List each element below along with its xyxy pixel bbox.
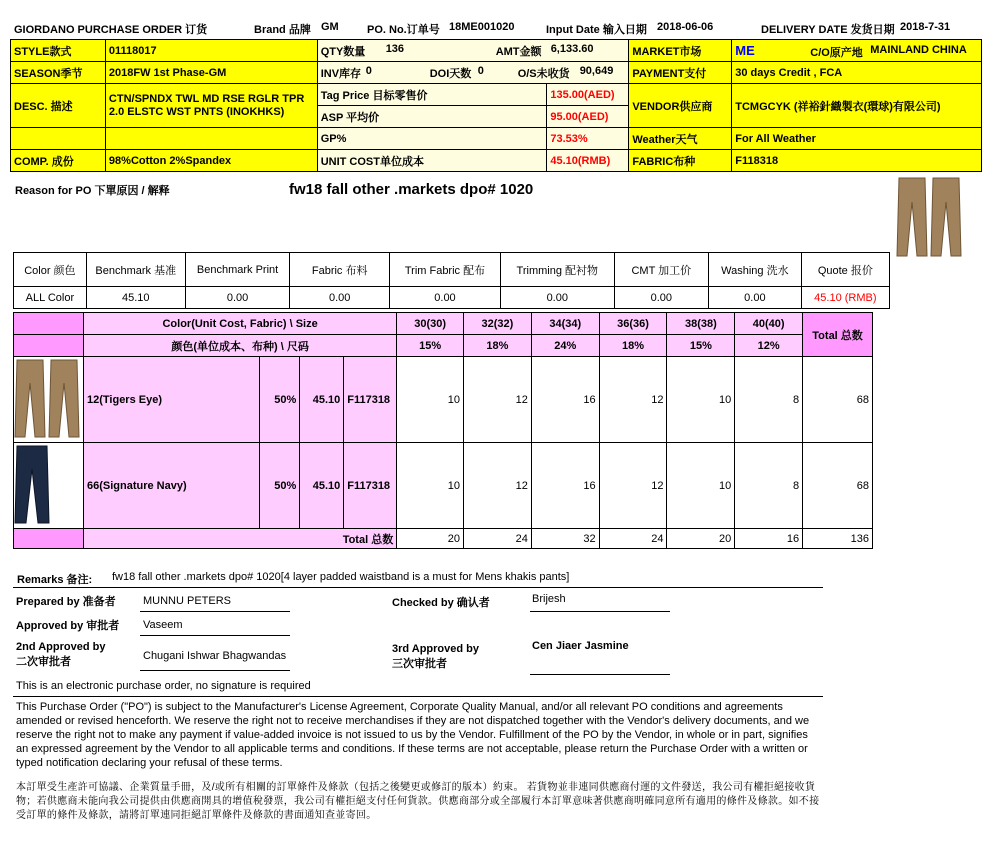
color-swatch-tigers-eye xyxy=(14,357,83,439)
table-row xyxy=(14,357,873,443)
cost-header: Fabric 布料 xyxy=(290,253,390,287)
color-name: 66(Signature Navy) xyxy=(84,443,260,529)
size-ratio: 18% xyxy=(599,335,667,357)
color-name: 12(Tigers Eye) xyxy=(84,357,260,443)
footer-total-label: Total 总数 xyxy=(84,529,397,549)
unit-cost: 45.10(RMB) xyxy=(547,150,629,172)
size-ratio: 15% xyxy=(397,335,464,357)
cost-header: CMT 加工价 xyxy=(614,253,708,287)
comp-label: COMP. 成份 xyxy=(11,150,106,172)
size-header-en: Color(Unit Cost, Fabric) \ Size xyxy=(84,313,397,335)
brand-value: GM xyxy=(321,21,339,33)
tag-price: 135.00(AED) xyxy=(547,84,629,106)
style-value: 01118017 xyxy=(105,40,317,62)
terms-chinese: 本訂單受生產許可協議、企業質量手冊，及/或所有相關的訂單條件及條款（包括之後變更或修訂的版本）約束。 若貨物並非連同供應商付運的文件發送，我公司有權拒絕接收貨物；若供應商未能向我公司提供由供應商開具的增值稅發票，我公司有權拒絕支付任何貨款。供應商部分或全部履行本訂單意味著供應商明確同意所有適用的條件及條款。如不接受訂單的條件及條款，請將訂單連同拒絕訂單條件及條款的書面通知查並寄回。 xyxy=(16,782,820,821)
signature-line xyxy=(140,635,290,636)
qty-cell: 16 xyxy=(531,357,599,443)
cost-header: Benchmark 基准 xyxy=(86,253,185,287)
info-grid xyxy=(10,39,982,172)
approved-value: Vaseem xyxy=(143,619,183,631)
qty-cell: 8 xyxy=(735,357,803,443)
table-row xyxy=(14,529,873,549)
amt-label: AMT金额 xyxy=(495,45,542,58)
signature-line xyxy=(530,611,670,612)
divider xyxy=(13,587,823,588)
qty-cell: 16 xyxy=(531,443,599,529)
color-fabric: F117318 xyxy=(344,357,397,443)
qty-cell: 10 xyxy=(397,443,464,529)
origin-label: C/O原产地 xyxy=(810,47,863,59)
weather-value: For All Weather xyxy=(732,128,982,150)
electronic-note: This is an electronic purchase order, no signature is required xyxy=(16,680,311,692)
market-label: MARKET市场 xyxy=(629,40,732,62)
size-label: 32(32) xyxy=(464,313,532,335)
gp-label: GP% xyxy=(317,128,547,150)
amt-value: 6,133.60 xyxy=(550,42,594,55)
color-pct: 50% xyxy=(260,443,300,529)
divider xyxy=(13,696,823,697)
approved-label: Approved by 审批者 xyxy=(16,620,120,632)
size-ratio: 24% xyxy=(531,335,599,357)
color-cost: 45.10 xyxy=(300,443,344,529)
prepared-value: MUNNU PETERS xyxy=(143,595,232,607)
delivery-date: 2018-7-31 xyxy=(900,21,951,33)
input-date: 2018-06-06 xyxy=(657,21,714,33)
doi-label: DOI天数 xyxy=(429,67,472,80)
color-pct: 50% xyxy=(260,357,300,443)
size-label: 36(36) xyxy=(599,313,667,335)
row-total: 68 xyxy=(803,357,873,443)
cost-header: Trim Fabric 配布 xyxy=(389,253,500,287)
signature-line xyxy=(140,670,290,671)
checked-value: Brijesh xyxy=(532,593,566,605)
qty-value: 136 xyxy=(385,42,405,55)
vendor-value: TCMGCYK (祥裕針織製衣(環球)有限公司) xyxy=(732,84,982,128)
size-label: 34(34) xyxy=(531,313,599,335)
terms-english: This Purchase Order ("PO") is subject to the Manufacturer's License Agreement, Corporate Quality Manual, and/or all relevant PO conditions and agreements amended or revised henceforth. We reserve the right not to receive merchandises if they are not dispatched together with the Vendor's delivery documents, and we reserve the right not to make any payment if value-added invoice is not issued to us by the Vendor. Fulfillment of the PO by the Vendor, in whole or in part, signifies an expressed agreement by the Vendor to all applicable terms and conditions. If these terms are not acceptable, please return the Purchase Order with a written or typed notification declaring your refusal of these terms. xyxy=(16,701,810,769)
second-approved-label-zh: 二次审批者 xyxy=(16,656,71,668)
total-header: Total 总数 xyxy=(803,313,873,357)
comp-value: 98%Cotton 2%Spandex xyxy=(105,150,317,172)
third-approved-label-zh: 三次审批者 xyxy=(392,658,447,670)
qty-cell: 10 xyxy=(667,443,735,529)
desc-label: DESC. 描述 xyxy=(11,84,106,128)
cost-header: Benchmark Print xyxy=(185,253,290,287)
payment-label: PAYMENT支付 xyxy=(629,62,732,84)
cost-header: Color 颜色 xyxy=(14,253,87,287)
size-ratio: 15% xyxy=(667,335,735,357)
qty-cell: 8 xyxy=(735,443,803,529)
doi-value: 0 xyxy=(477,64,484,77)
second-approved-label: 2nd Approved by xyxy=(16,641,106,653)
cost-value: 0.00 xyxy=(614,287,708,309)
footer-qty: 24 xyxy=(599,529,667,549)
remarks-label: Remarks 备注: xyxy=(17,574,93,586)
inv-label: INV库存 xyxy=(320,67,362,80)
vendor-label: VENDOR供应商 xyxy=(629,84,732,128)
asp-label: ASP 平均价 xyxy=(317,106,547,128)
tag-price-label: Tag Price 目标零售价 xyxy=(317,84,547,106)
cost-breakdown-table xyxy=(13,252,890,309)
remarks-text: fw18 fall other .markets dpo# 1020[4 layer padded waistband is a must for Mens khakis pants] xyxy=(112,571,570,583)
cost-value: 0.00 xyxy=(500,287,614,309)
cost-value: 0.00 xyxy=(709,287,802,309)
footer-qty: 24 xyxy=(464,529,532,549)
fabric-value: F118318 xyxy=(732,150,982,172)
os-label: O/S未收货 xyxy=(517,67,570,80)
reason-label: Reason for PO 下單原因 / 解释 xyxy=(15,185,170,197)
fabric-label: FABRIC布种 xyxy=(629,150,732,172)
footer-qty: 16 xyxy=(735,529,803,549)
color-cost: 45.10 xyxy=(300,357,344,443)
unit-cost-label: UNIT COST单位成本 xyxy=(317,150,547,172)
color-fabric: F117318 xyxy=(344,443,397,529)
row-total: 68 xyxy=(803,443,873,529)
input-date-label: Input Date 输入日期 xyxy=(546,24,647,36)
signature-line xyxy=(140,611,290,612)
inv-value: 0 xyxy=(365,64,372,77)
size-breakdown-table xyxy=(13,312,873,549)
third-approved-label: 3rd Approved by xyxy=(392,643,479,655)
cost-value: 0.00 xyxy=(389,287,500,309)
color-swatch-signature-navy xyxy=(14,443,83,525)
size-label: 38(38) xyxy=(667,313,735,335)
gp-value: 73.53% xyxy=(547,128,629,150)
second-approved-value: Chugani Ishwar Bhagwandas xyxy=(143,650,287,662)
product-photo xyxy=(895,176,967,260)
desc-value: CTN/SPNDX TWL MD RSE RGLR TPR 2.0 ELSTC WST PNTS (INOKHKS) xyxy=(105,84,317,128)
prepared-label: Prepared by 准备者 xyxy=(16,596,116,608)
checked-label: Checked by 确认者 xyxy=(392,597,490,609)
third-approved-value: Cen Jiaer Jasmine xyxy=(532,640,629,652)
qty-cell: 12 xyxy=(464,357,532,443)
size-header-zh: 颜色(单位成本、布种) \ 尺码 xyxy=(84,335,397,357)
reason-text: fw18 fall other .markets dpo# 1020 xyxy=(289,181,534,198)
footer-qty: 32 xyxy=(531,529,599,549)
size-ratio: 12% xyxy=(735,335,803,357)
cost-header: Trimming 配衬物 xyxy=(500,253,614,287)
size-label: 30(30) xyxy=(397,313,464,335)
market-value: ME xyxy=(735,43,755,58)
season-label: SEASON季节 xyxy=(11,62,106,84)
footer-qty: 20 xyxy=(397,529,464,549)
payment-value: 30 days Credit , FCA xyxy=(732,62,982,84)
po-title: GIORDANO PURCHASE ORDER 订货 xyxy=(14,24,208,36)
signature-line xyxy=(530,674,670,675)
table-row xyxy=(14,443,873,529)
grand-total: 136 xyxy=(803,529,873,549)
quote-value: 45.10 (RMB) xyxy=(801,287,889,309)
qty-cell: 12 xyxy=(599,443,667,529)
cost-header: Quote 报价 xyxy=(801,253,889,287)
asp-value: 95.00(AED) xyxy=(547,106,629,128)
delivery-date-label: DELIVERY DATE 发货日期 xyxy=(761,24,895,36)
qty-cell: 12 xyxy=(464,443,532,529)
footer-qty: 20 xyxy=(667,529,735,549)
qty-cell: 10 xyxy=(397,357,464,443)
season-value: 2018FW 1st Phase-GM xyxy=(105,62,317,84)
size-label: 40(40) xyxy=(735,313,803,335)
cost-value: 0.00 xyxy=(185,287,290,309)
cost-value: 45.10 xyxy=(86,287,185,309)
po-number-label: PO. No.订单号 xyxy=(367,24,440,36)
cost-value: 0.00 xyxy=(290,287,390,309)
qty-cell: 12 xyxy=(599,357,667,443)
cost-header: Washing 洗水 xyxy=(709,253,802,287)
size-ratio: 18% xyxy=(464,335,532,357)
cost-value: ALL Color xyxy=(14,287,87,309)
qty-cell: 10 xyxy=(667,357,735,443)
style-label: STYLE款式 xyxy=(11,40,106,62)
brand-label: Brand 品牌 xyxy=(254,24,311,36)
weather-label: Weather天气 xyxy=(629,128,732,150)
os-value: 90,649 xyxy=(579,64,614,77)
po-number: 18ME001020 xyxy=(449,21,515,33)
qty-label: QTY数量 xyxy=(320,45,366,58)
origin-value: MAINLAND CHINA xyxy=(870,44,967,56)
